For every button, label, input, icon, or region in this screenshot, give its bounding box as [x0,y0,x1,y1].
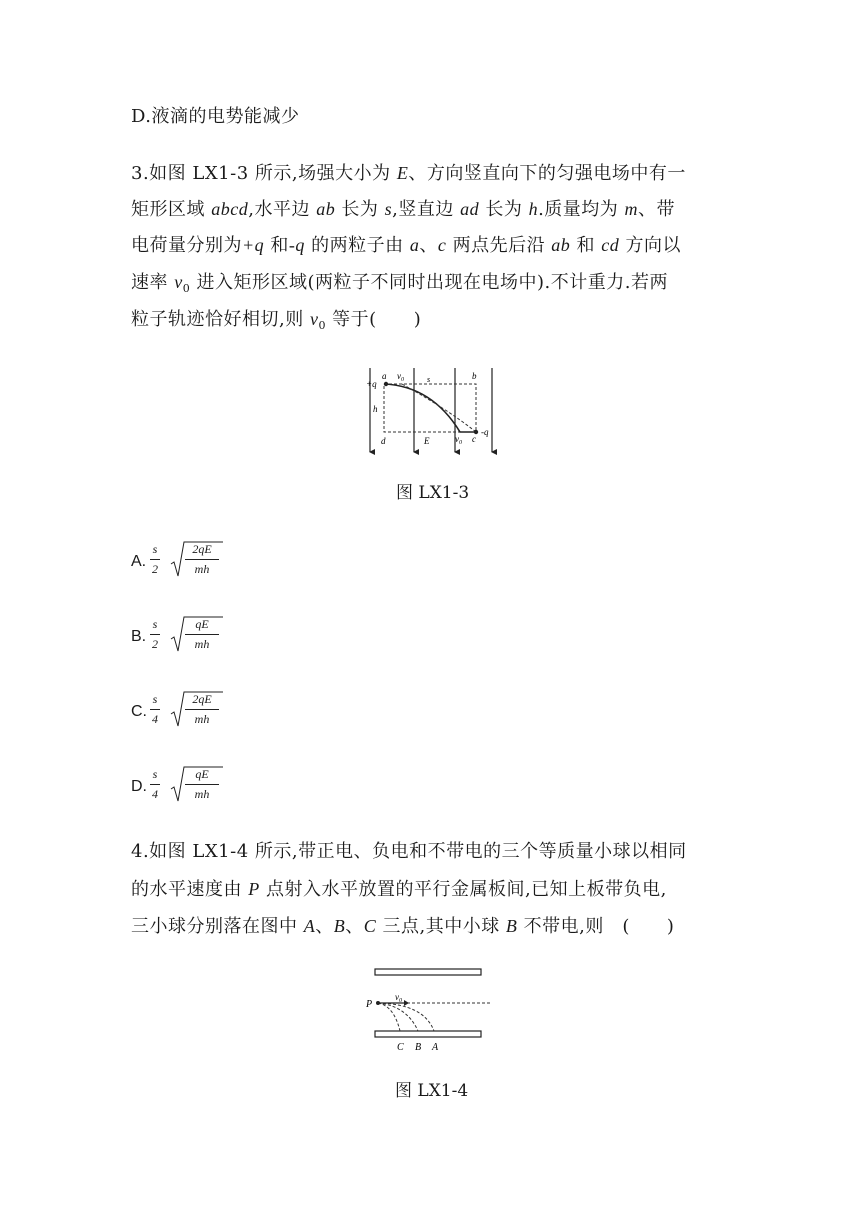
fig4-label-C: C [397,1042,404,1053]
fig4-label-B: B [415,1042,422,1053]
q4-line-1: 4.如图 LX1-4 所示,带正电、负电和不带电的三个等质量小球以相同 [131,841,687,862]
fig3-label-h: h [373,404,378,414]
fig3-label-a: a [382,371,387,381]
prev-option-d: D.液滴的电势能减少 [131,106,300,127]
q3-line-1: 3.如图 LX1-3 所示,场强大小为 E、方向竖直向下的匀强电场中有一 [131,163,686,184]
q3-line-2: 矩形区域 abcd,水平边 ab 长为 s,竖直边 ad 长为 h.质量均为 m、带 [131,199,676,220]
fig3-label-s: s [427,375,431,384]
q3-line-3: 电荷量分别为+q 和-q 的两粒子由 a、c 两点先后沿 ab 和 cd 方向以 [131,235,681,256]
q3-line-5: 粒子轨迹恰好相切,则 $v_0$ 等于( ) [131,309,422,332]
fig3-label-plus-q: +q [366,379,377,389]
q4-line-2: 的水平速度由 P 点射入水平放置的平行金属板间,已知上板带负电, [131,879,667,900]
fig3-label-d: d [381,436,386,446]
q3-line-4: 速率 $v_0$ 进入矩形区域(两粒子不同时出现在电场中).不计重力.若两 [131,272,668,295]
fig3-label-v0-top: $v_0$ [397,371,404,383]
q4-line-3: 三小球分别落在图中 A、B、C 三点,其中小球 B 不带电,则 ( ) [131,916,675,937]
figure-lx1-3 [362,364,502,460]
fig3-label-E: E [424,436,430,446]
figure-lx1-3-caption: 图 LX1-3 [396,483,470,503]
figure-lx1-4 [362,964,494,1054]
fig4-label-A: A [432,1042,439,1053]
fig3-label-v0-bottom: $v_0$ [455,434,462,446]
fig3-label-minus-q: -q [481,427,489,437]
figure-lx1-4-caption: 图 LX1-4 [395,1081,469,1101]
fig4-label-v0: $v_0$ [395,992,402,1004]
fig3-label-b: b [472,371,477,381]
fig3-label-c: c [472,434,476,444]
fig4-label-P: P [366,999,373,1010]
